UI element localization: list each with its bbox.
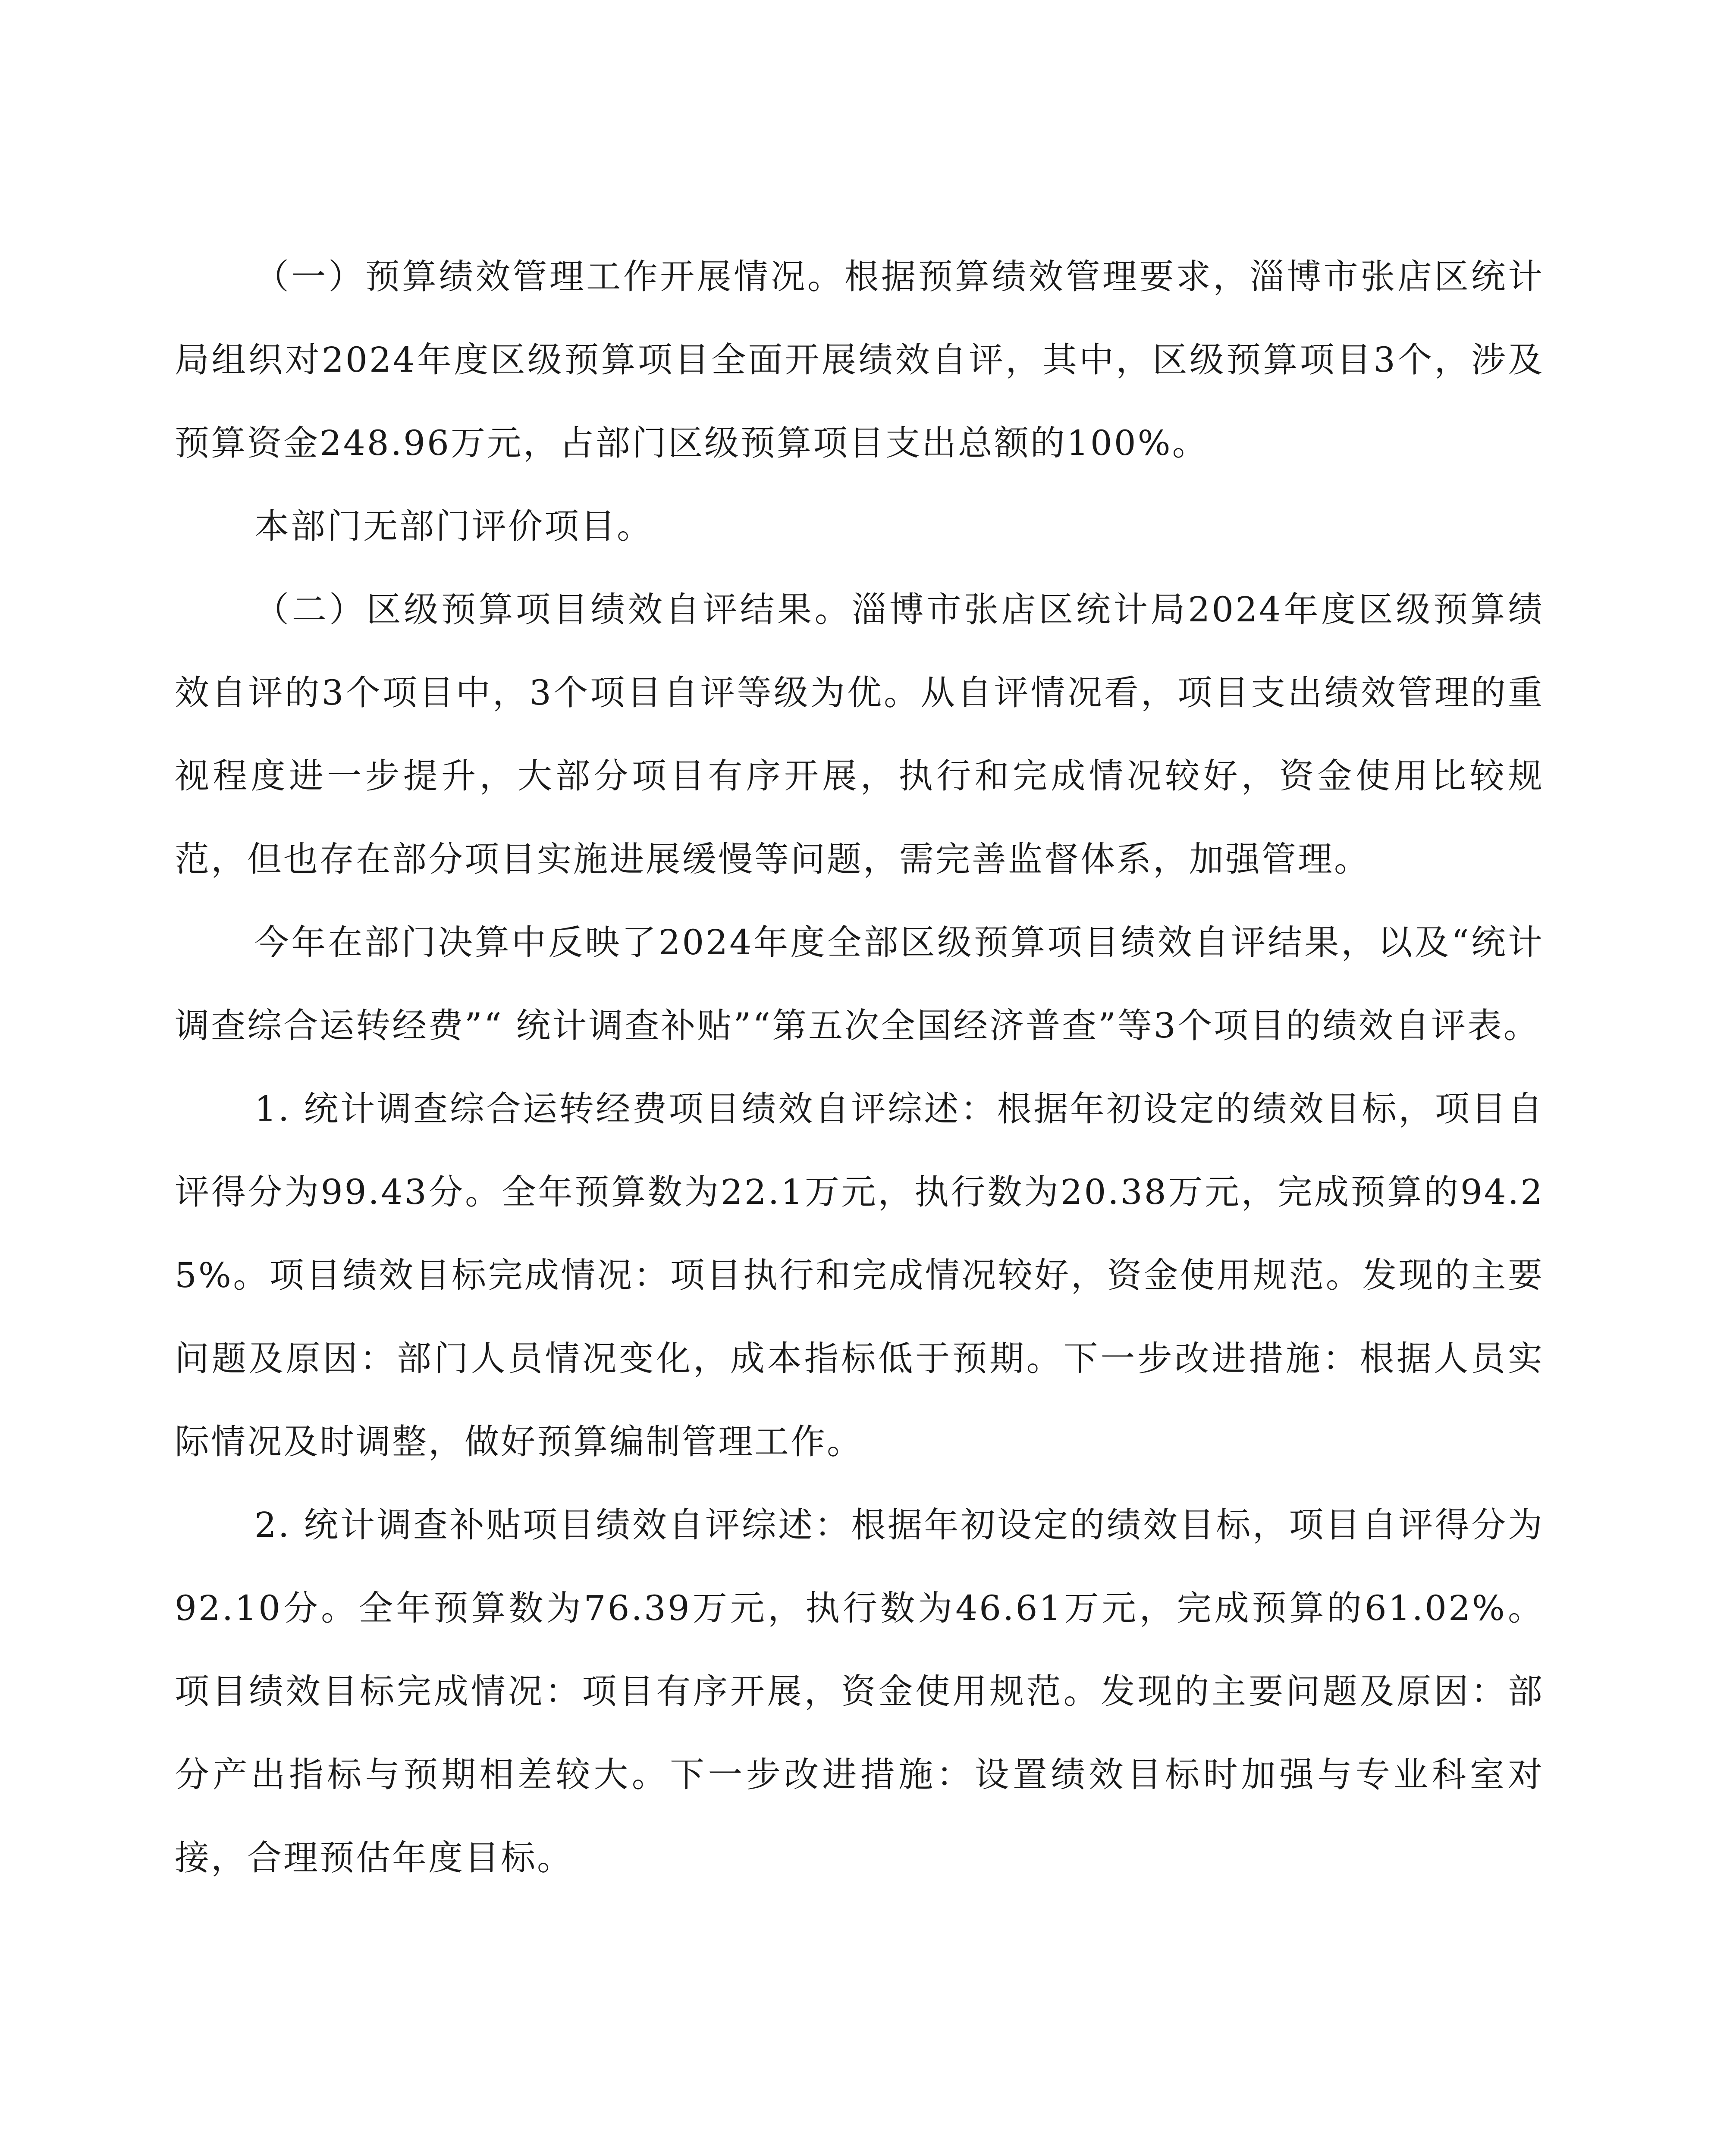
paragraph-final-accounts-reflection: 今年在部门决算中反映了2024年度全部区级预算项目绩效自评结果，以及“统计调查综合运转经费”“ 统计调查补贴”“第五次全国经济普查”等3个项目的绩效自评表。	[175, 922, 1544, 1046]
paragraph-self-evaluation-results: （二）区级预算项目绩效自评结果。淄博市张店区统计局2024年度区级预算绩效自评的3个项目中，3个项目自评等级为优。从自评情况看，项目支出绩效管理的重视程度进一步提升，大部分项目有序开展，执行和完成情况较好，资金使用比较规范，但也存在部分项目实施进展缓慢等问题，需完善监督体系，加强管理。	[175, 589, 1544, 879]
paragraph-project-1-summary: 1. 统计调查综合运转经费项目绩效自评综述：根据年初设定的绩效目标，项目自评得分为99.43分。全年预算数为22.1万元，执行数为20.38万元，完成预算的94.25%。项目绩效目标完成情况：项目执行和完成情况较好，资金使用规范。发现的主要问题及原因：部门人员情况变化，成本指标低于预期。下一步改进措施：根据人员实际情况及时调整，做好预算编制管理工作。	[175, 1089, 1544, 1462]
paragraph-no-department-evaluation: 本部门无部门评价项目。	[254, 506, 653, 546]
document-body	[175, 235, 1544, 1899]
paragraph-budget-performance-overview: （一）预算绩效管理工作开展情况。根据预算绩效管理要求，淄博市张店区统计局组织对2024年度区级预算项目全面开展绩效自评，其中，区级预算项目3个，涉及预算资金248.96万元，占部门区级预算项目支出总额的100%。	[175, 257, 1544, 463]
paragraph-project-2-summary: 2. 统计调查补贴项目绩效自评综述：根据年初设定的绩效目标，项目自评得分为92.10分。全年预算数为76.39万元，执行数为46.61万元，完成预算的61.02%。项目绩效目标完成情况：项目有序开展，资金使用规范。发现的主要问题及原因：部分产出指标与预期相差较大。下一步改进措施：设置绩效目标时加强与专业科室对接，合理预估年度目标。	[175, 1505, 1544, 1878]
